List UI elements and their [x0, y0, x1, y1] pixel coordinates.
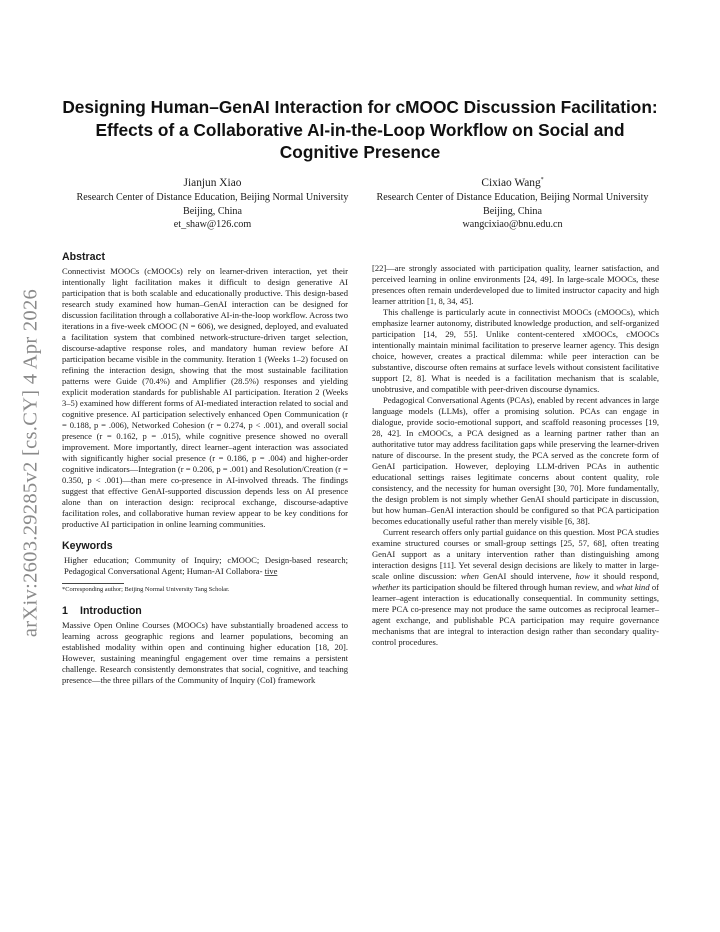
author-location: Beijing, China — [483, 205, 542, 217]
section-title: Introduction — [80, 605, 142, 617]
arxiv-identifier — [8, 258, 54, 668]
keywords-text-tail: tive — [264, 566, 278, 576]
author-affiliation: Research Center of Distance Education, Beijing Normal University — [376, 192, 649, 203]
author-block-2 — [370, 176, 655, 232]
paper-title: Designing Human–GenAI Interaction for cMOOC Discussion Facilitation: Effects of a Collaborative AI-in-the-Loop Workflow on Social and Cognitive Presence — [62, 97, 658, 162]
introduction-heading — [62, 604, 348, 618]
left-column — [62, 250, 348, 686]
right-column — [372, 263, 659, 648]
intro-paragraph-1-start: Massive Open Online Courses (MOOCs) have substantially broadened access to learning across geographic regions and learner populations, becoming an established modality within open and continuing higher education [18, 20]. However, sustaining meaningful engagement over time remains a persistent challenge. Research consistently demonstrates that social, cognitive, and teaching presence—the three pillars of the Community of Inquiry (CoI) framework — [62, 620, 348, 685]
abstract-heading: Abstract — [62, 251, 105, 263]
author-name: Jianjun Xiao — [183, 177, 242, 189]
footnote-rule — [62, 583, 124, 584]
author-affiliation: Research Center of Distance Education, Beijing Normal University — [76, 192, 349, 203]
intro-paragraph-4: Current research offers only partial guidance on this question. Most PCA studies examine structured courses or small-group settings [25, 57, 68], often treating GenAI support as a unitary intervention rather than distinguishing among interaction designs [11]. Yet several design decisions are likely to matter in large-scale online discussion: when GenAI should intervene, how it should respond, whether its participation should be filtered through human review, and what kind of learner–agent interaction is educationally consequential. In community settings, mere PCA co-presence may not produce the same outcomes as reciprocal learner–agent exchange, and publishable PCA participation may require governance mechanisms that are integral to interaction design rather than secondary quality-control procedures. — [372, 527, 659, 647]
author-name: Cixiao Wang* — [481, 177, 544, 189]
author-email: et_shaw@126.com — [173, 219, 252, 231]
abstract-text: Connectivist MOOCs (cMOOCs) rely on learner-driven interaction, yet their intentionally light facilitation makes it difficult to design generative AI participation that is both scalable and educationally productive. This design-based research study examined how human–GenAI interaction can be designed for discussion facilitation through a collaborative AI-in-the-loop workflow. Across two iterations in a five-week cMOOC (N = 606), we designed, deployed, and evaluated a facilitation system that combined network-structure-driven target selection, discourse-adaptive response roles, and mandatory human review before AI participation became visible in the community. Iteration 1 (Weeks 1–2) focused on refining the interaction design, showing that the most sustainable facilitation patterns were Guide (70.4%) and Amplifier (28.5%) responses and yielding explicit moderation standards for publishable AI participation. Iteration 2 (Weeks 3–5) examined how different forms of AI-mediated interaction related to social and cognitive presence. AI participation selectively enhanced Open Communication (r = 0.188, p = .006), Networked Cohesion (r = 0.274, p < .001), and overall social presence (r = 0.162, p = .015), while cognitive presence showed no overall improvement. More importantly, direct learner–agent interaction was associated with significantly higher social presence (r = 0.186, p = .004) and higher-order cognitive indicators—Integration (r = 0.206, p = .001) and Resolution/Creation (r = 0.350, p < .001)—than mere co-presence in AI-involved threads. The findings suggest that effective GenAI-supported discussion depends less on AI presence alone than on interaction design: reciprocal exchange, discourse-adaptive facilitation roles, and collaborative human review appear to be key conditions for productive AI participation in online learning communities. — [62, 266, 348, 529]
intro-paragraph-1-end: [22]—are strongly associated with participation quality, learner satisfaction, and perceived learning in online environments [24, 49]. In large-scale MOOCs, these presences often remain underdeveloped due to limited instructor capacity and high learner attrition [1, 8, 34, 45]. — [372, 263, 659, 306]
footnote: *Corresponding author; Beijing Normal University Tang Scholar. — [62, 586, 230, 593]
author-location: Beijing, China — [183, 205, 242, 217]
author-email: wangcixiao@bnu.edu.cn — [462, 219, 563, 231]
keywords-heading: Keywords — [62, 540, 113, 552]
arxiv-identifier-text: arXiv:2603.29285v2 [cs.CY] 4 Apr 2026 — [19, 288, 42, 638]
corresponding-marker: * — [540, 177, 544, 184]
intro-paragraph-3: Pedagogical Conversational Agents (PCAs), enabled by recent advances in large language models (LLMs), offer a promising solution. PCAs can engage in dialogue, provide socio-emotional support, and scaffold reasoning processes [19, 28, 42]. In cMOOCs, a PCA designed as a learning partner rather than an authoritative tutor may address facilitation gaps while preserving the learner-driven nature of discourse. In the present study, the PCA served as the concrete form of GenAI participation. However, deploying LLM-driven PCAs in authentic educational settings raises legitimate concerns about content quality, role consistency, and the necessity for human oversight [30, 70]. More fundamentally, the design problem is not simply whether GenAI should participate in discussion, but how human–GenAI interaction should be configured so that PCA participation becomes educationally useful rather than merely visible [6, 38]. — [372, 395, 659, 526]
keywords-text: Higher education; Community of Inquiry; cMOOC; Design-based research; Pedagogical Conversational Agent; Human-AI Collabora- tive — [64, 555, 348, 576]
author-block-1 — [70, 176, 355, 232]
intro-paragraph-2: This challenge is particularly acute in connectivist MOOCs (cMOOCs), which emphasize learner autonomy, distributed knowledge production, and self-organized participation [14, 29, 55]. Unlike content-centered xMOOCs, cMOOCs intentionally maintain minimal facilitation to preserve learner agency. This design choice, however, creates a practical dilemma: while peer interaction can be substantive, discourse often remains at surface levels without consistent facilitative support [2, 8]. What is needed is a facilitation mechanism that is scalable, unobtrusive, and compatible with peer-driven discourse dynamics. — [372, 307, 659, 394]
section-number: 1 — [62, 605, 68, 617]
